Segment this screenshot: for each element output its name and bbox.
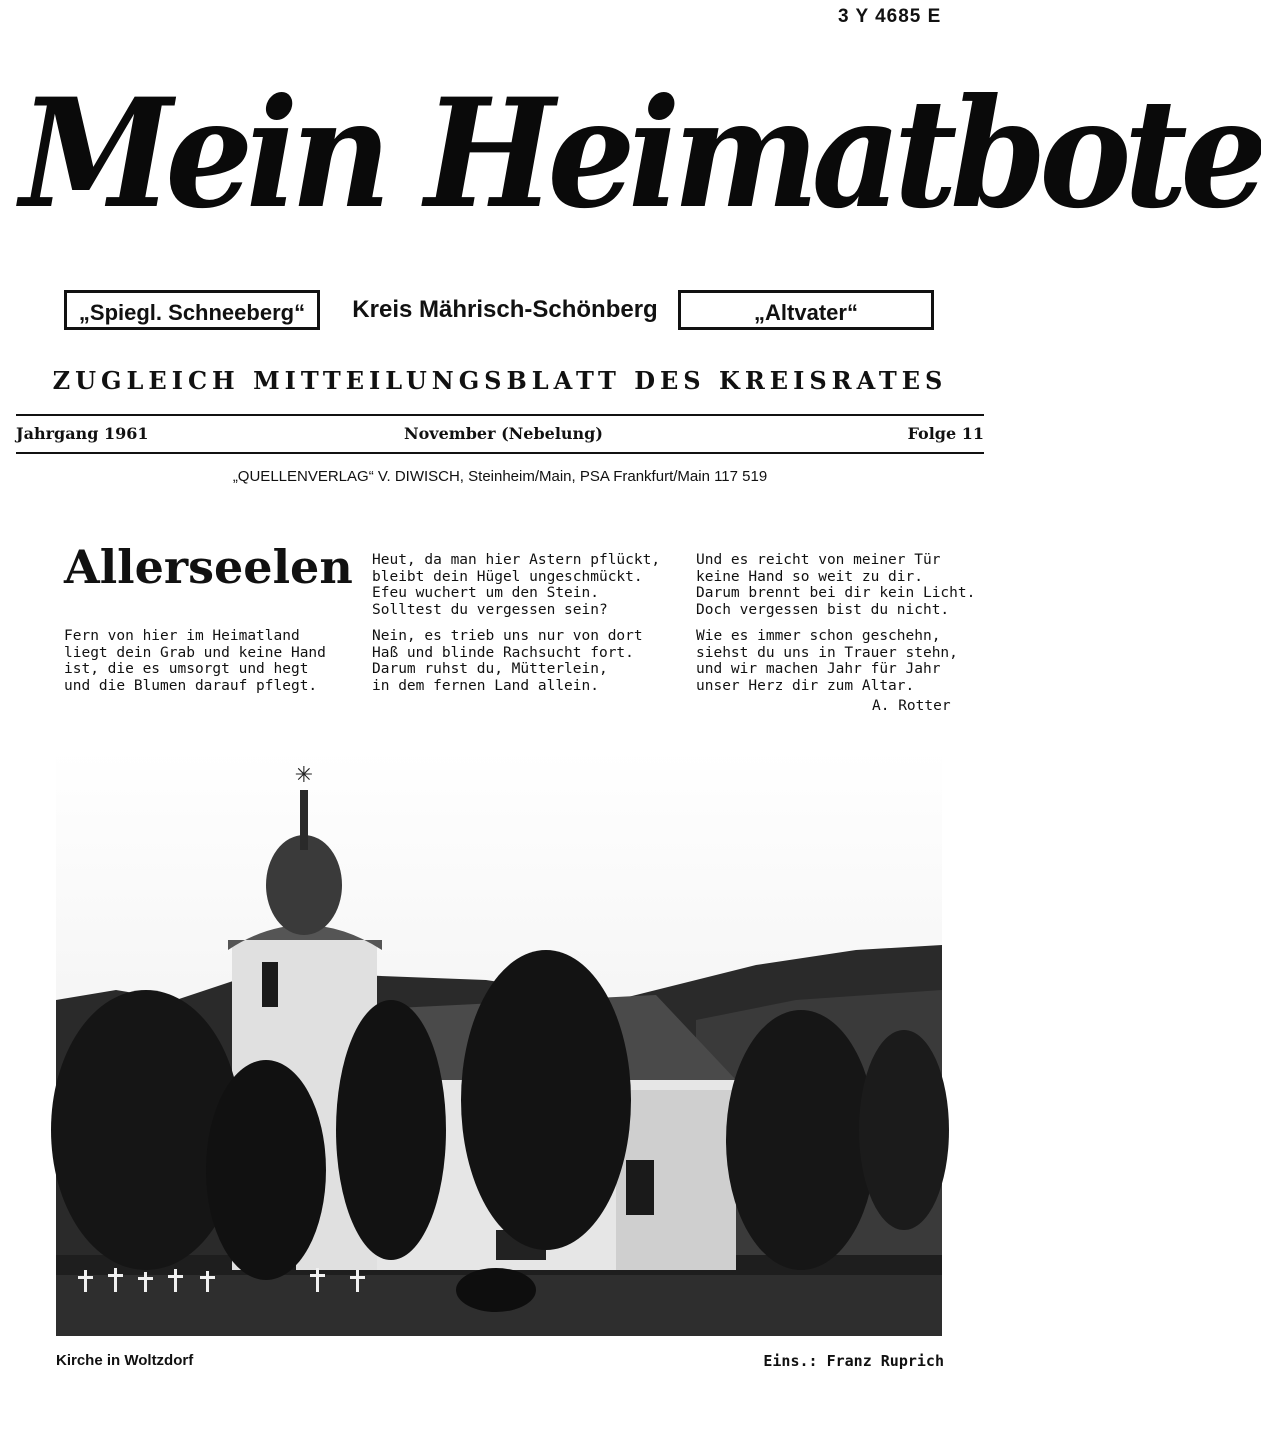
poem-line: Doch vergessen bist du nicht. bbox=[696, 601, 950, 618]
poem-line: und wir machen Jahr für Jahr bbox=[696, 661, 941, 677]
poem-line: ist, die es umsorgt und hegt bbox=[64, 661, 309, 677]
poem-line: Wie es immer schon geschehn, bbox=[696, 628, 941, 644]
month-label: November (Nebelung) bbox=[404, 424, 603, 443]
subtitle: ZUGLEICH MITTEILUNGSBLATT DES KREISRATES bbox=[52, 366, 948, 395]
poem-author: A. Rotter bbox=[872, 698, 951, 714]
volume-label: Jahrgang 1961 bbox=[16, 424, 149, 443]
poem-line: liegt dein Grab und keine Hand bbox=[64, 644, 326, 661]
district-label: Kreis Mährisch-Schönberg bbox=[352, 296, 658, 323]
poem-line: und die Blumen darauf pflegt. bbox=[64, 677, 318, 694]
photo-caption: Kirche in Woltzdorf bbox=[56, 1352, 194, 1369]
poem-line: keine Hand so weit zu dir. bbox=[696, 568, 923, 585]
publisher-line: „QUELLENVERLAG“ V. DIWISCH, Steinheim/Main, PSA Frankfurt/Main 117 519 bbox=[232, 468, 768, 485]
poem-stanza bbox=[372, 628, 643, 694]
issue-code: 3 Y 4685 E bbox=[838, 6, 942, 27]
poem-stanza bbox=[696, 552, 975, 618]
poem-line: Solltest du vergessen sein? bbox=[372, 601, 608, 618]
poem-line: Fern von hier im Heimatland bbox=[64, 628, 300, 644]
photo-credit: Eins.: Franz Ruprich bbox=[763, 1352, 944, 1370]
poem-line: Darum ruhst du, Mütterlein, bbox=[372, 661, 608, 677]
svg-text:✳: ✳ bbox=[294, 763, 314, 788]
poem-stanza bbox=[372, 552, 660, 618]
masthead-title: Mein Heimatbote bbox=[20, 66, 1261, 242]
poem-line: unser Herz dir zum Altar. bbox=[696, 677, 915, 694]
poem-line: siehst du uns in Trauer stehn, bbox=[696, 644, 958, 661]
poem-line: Heut, da man hier Astern pflückt, bbox=[372, 552, 661, 568]
poem-line: Haß und blinde Rachsucht fort. bbox=[372, 644, 634, 661]
poem-stanza bbox=[696, 628, 958, 694]
poem-stanza bbox=[64, 628, 326, 694]
top-divider bbox=[16, 414, 984, 416]
poem-line: Efeu wuchert um den Stein. bbox=[372, 585, 599, 601]
poem-line: Nein, es trieb uns nur von dort bbox=[372, 628, 643, 644]
bottom-divider bbox=[16, 452, 984, 454]
church-photo bbox=[56, 750, 942, 1336]
region-label-right: „Altvater“ bbox=[678, 290, 934, 330]
poem-line: Und es reicht von meiner Tür bbox=[696, 552, 941, 568]
poem-line: in dem fernen Land allein. bbox=[372, 677, 599, 694]
poem-line: Darum brennt bei dir kein Licht. bbox=[696, 585, 976, 601]
region-label-left: „Spiegl. Schneeberg“ bbox=[64, 290, 320, 330]
poem-line: bleibt dein Hügel ungeschmückt. bbox=[372, 568, 643, 585]
poem-title: Allerseelen bbox=[64, 540, 353, 594]
issue-number: Folge 11 bbox=[907, 424, 984, 443]
